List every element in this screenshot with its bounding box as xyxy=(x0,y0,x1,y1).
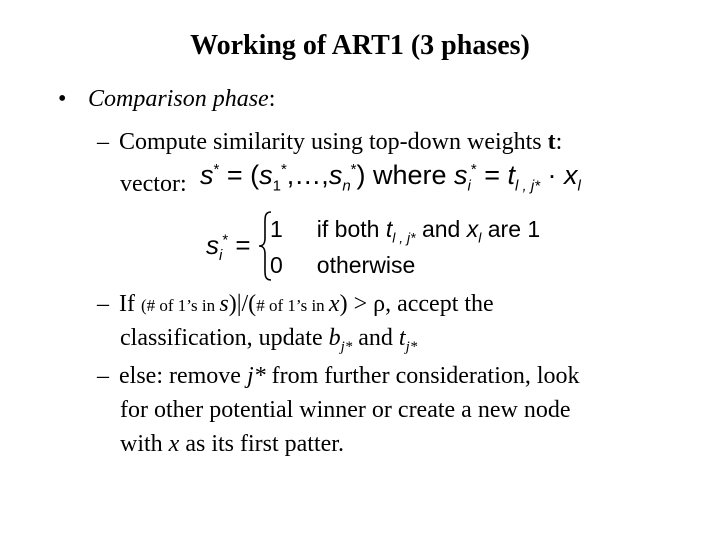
eq-subi: i xyxy=(467,177,471,195)
if-s: s xyxy=(219,291,229,317)
eq-equals2: = xyxy=(476,160,508,190)
pw-cond1-x: x xyxy=(466,216,479,242)
bullet-comparison-phase xyxy=(58,86,275,113)
else-cont2-b: as its first patter. xyxy=(179,431,344,457)
bullet-colon: : xyxy=(268,86,276,112)
eq-sub1: 1 xyxy=(272,177,281,195)
if-p4: ) > ρ, accept the xyxy=(339,291,494,317)
piecewise-equation xyxy=(206,210,586,285)
else-j: j* xyxy=(246,363,266,389)
if-line xyxy=(97,286,494,324)
eq-where: where xyxy=(365,160,455,190)
else-line xyxy=(97,358,580,394)
pw-val0: 0 xyxy=(270,252,283,278)
else-continuation-2 xyxy=(120,426,344,462)
pw-cond1-and: and xyxy=(415,216,467,242)
pw-cond1-xsub: l xyxy=(478,229,482,246)
eq-t: t xyxy=(507,160,516,190)
eq-close: ) xyxy=(356,160,366,190)
dash: – xyxy=(97,129,109,155)
bullet-dot: • xyxy=(58,86,67,112)
eq-stari: * xyxy=(470,161,477,178)
compute-colon: : xyxy=(555,129,563,155)
eq-equals: = ( xyxy=(219,160,260,190)
pw-eq: = xyxy=(228,230,251,260)
dash: – xyxy=(97,291,109,317)
pw-cond1-end: are 1 xyxy=(481,216,541,242)
eq-xsub: l xyxy=(577,177,581,195)
else-b: from further consideration, look xyxy=(265,363,580,389)
pw-sub: i xyxy=(219,247,223,265)
eq-sn: s xyxy=(328,160,343,190)
eq-starn: * xyxy=(350,161,357,178)
compute-text: Compute similarity using top-down weights xyxy=(119,129,548,155)
eq-si: s xyxy=(454,160,468,190)
pw-cond1-a: if both xyxy=(316,216,386,242)
eq-s1: s xyxy=(259,160,273,190)
slide-title: Working of ART1 (3 phases) xyxy=(190,30,530,61)
piecewise-row-1 xyxy=(270,216,540,246)
else-cont2-a: with xyxy=(120,431,169,457)
if-cont-t: t xyxy=(398,325,406,351)
eq-tsub: l , j* xyxy=(515,177,541,195)
eq-x: x xyxy=(564,160,578,190)
eq-star: * xyxy=(213,161,220,178)
pw-val1: 1 xyxy=(270,216,283,242)
pw-cond1 xyxy=(317,216,540,246)
if-cont-a: classification, update xyxy=(120,325,329,351)
compute-similarity-line xyxy=(97,124,562,160)
pw-cond1-t: t xyxy=(385,216,393,242)
eq-star1: * xyxy=(280,161,287,178)
bullet-label: Comparison phase xyxy=(88,86,269,112)
if-p2: )|/( xyxy=(228,291,257,317)
if-p3: # of 1’s in xyxy=(256,296,329,315)
var-t: t xyxy=(547,129,556,155)
eq-cdot: · xyxy=(540,160,565,190)
else-a: else: remove xyxy=(119,363,247,389)
if-word: If xyxy=(119,291,141,317)
eq-subn: n xyxy=(342,177,351,195)
if-cont-tsub: j* xyxy=(405,338,418,355)
pw-cond0: otherwise xyxy=(316,252,416,278)
else-continuation-1: for other potential winner or create a new node xyxy=(120,397,571,423)
vector-label: vector: xyxy=(120,171,187,197)
if-cont-b: b xyxy=(328,325,341,351)
vector-equation xyxy=(200,160,581,194)
eq-s: s xyxy=(200,160,214,190)
if-cont-bsub: j* xyxy=(340,338,353,355)
pw-star: * xyxy=(222,231,229,249)
piecewise-lhs xyxy=(206,230,251,264)
if-cont-and: and xyxy=(352,325,399,351)
piecewise-row-2 xyxy=(270,252,415,279)
else-cont2-x: x xyxy=(168,431,180,457)
if-p1: (# of 1’s in xyxy=(140,296,220,315)
pw-s: s xyxy=(206,230,219,260)
eq-dots: ,…, xyxy=(286,160,329,190)
dash: – xyxy=(97,363,109,389)
pw-cond1-tsub: l , j* xyxy=(392,229,416,246)
if-x: x xyxy=(328,291,340,317)
